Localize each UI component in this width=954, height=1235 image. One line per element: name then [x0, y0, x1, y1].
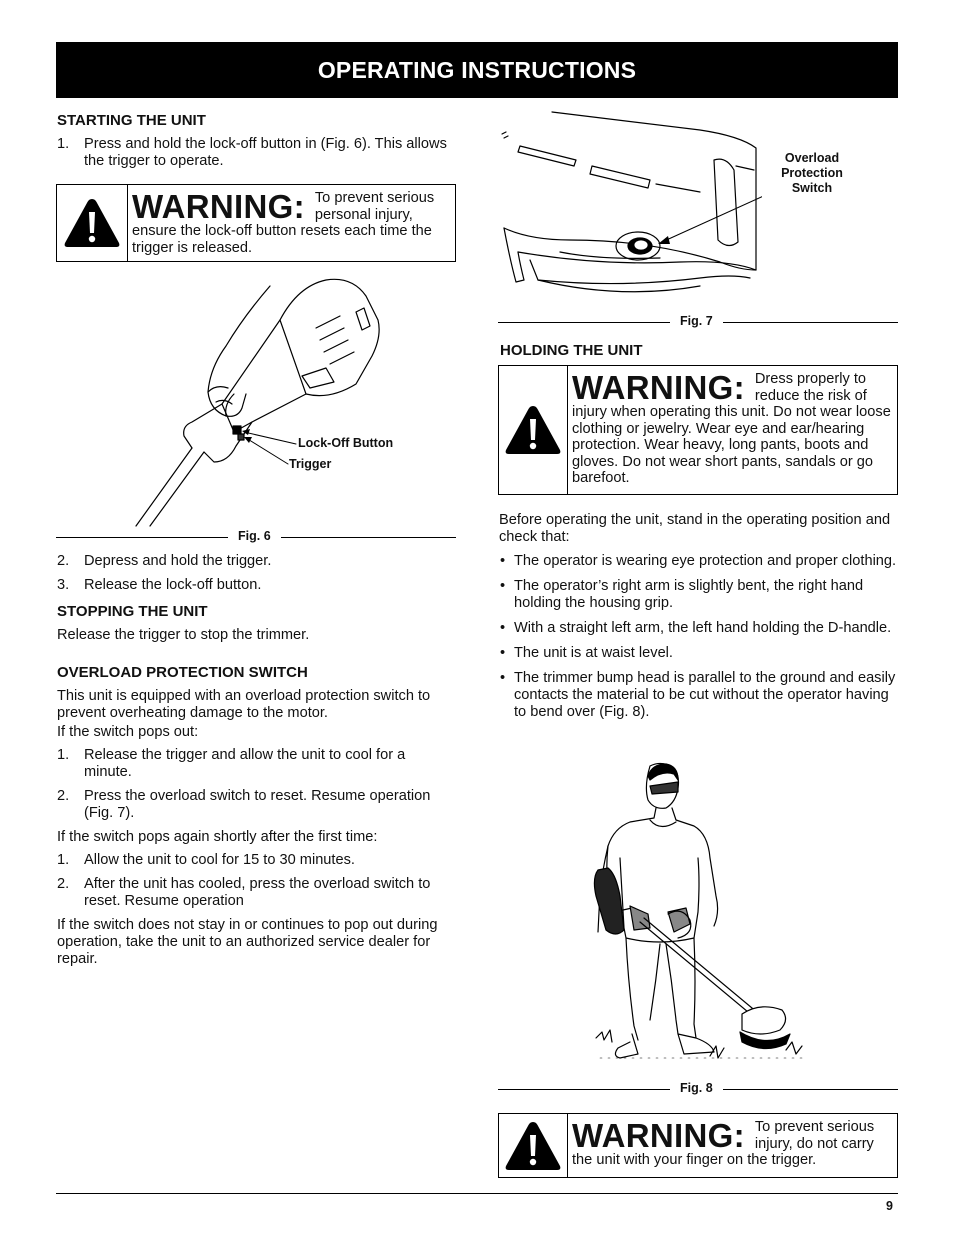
page-number: 9: [886, 1199, 893, 1213]
list-item: [57, 136, 457, 170]
overload-heading: OVERLOAD PROTECTION SWITCH: [57, 664, 308, 681]
holding-intro: Before operating the unit, stand in the operating position and check that:: [499, 512, 891, 545]
warning-label: WARNING:: [132, 188, 305, 225]
starting-steps: [57, 136, 457, 170]
bullet-text: The unit is at waist level.: [514, 645, 673, 661]
bullet-text: The trimmer bump head is parallel to the ground and easily contacts the material to be cut without the operator having to bend over (Fig. 8).: [514, 670, 896, 720]
list-item: [57, 553, 457, 570]
warning-icon-cell: [57, 185, 128, 261]
warning-text: Dress properly to reduce the risk of injury when operating this unit. Do not wear loose clothing or jewelry. Wear eye and ear/hearing protection. Wear heavy, long pants, boots and gloves. Do not wear short pants, sandals or go barefoot.: [572, 371, 891, 486]
list-item: [499, 553, 899, 570]
warning-icon-cell: [499, 366, 568, 494]
fig7-label: Fig. 7: [670, 314, 723, 328]
warning-triangle-icon: [503, 1119, 563, 1173]
warning-text-cell: [568, 1114, 897, 1177]
warning-box-dress: [498, 365, 898, 495]
step-text: Release the lock-off button.: [84, 577, 262, 593]
warning-text: To prevent serious injury, do not carry the unit with your finger on the trigger.: [572, 1119, 875, 1168]
holding-heading: HOLDING THE UNIT: [500, 342, 643, 359]
overload-steps-a: [57, 747, 457, 822]
list-item: [57, 852, 457, 869]
bullet-text: The operator is wearing eye protection and proper clothing.: [514, 553, 897, 569]
warning-text: To prevent serious personal injury, ensure the lock-off button resets each time the trigger is released.: [132, 190, 435, 256]
step-number: 2.: [57, 788, 70, 804]
list-item: [499, 620, 899, 637]
footer-rule: [56, 1193, 898, 1194]
bullet: •: [500, 620, 506, 636]
list-item: [57, 747, 457, 781]
callout-overload-switch: Overload Protection Switch: [781, 151, 843, 195]
starting-steps-continued: [57, 553, 457, 594]
section-banner: [56, 42, 898, 98]
step-number: 3.: [57, 577, 70, 593]
fig7-overload-switch-illustration: [500, 110, 762, 310]
step-number: 1.: [57, 747, 70, 763]
list-item: [57, 577, 457, 594]
step-text: Press and hold the lock-off button in (Fig. 6). This allows the trigger to operate.: [84, 136, 447, 169]
list-item: [57, 788, 457, 822]
fig6-trigger-illustration: [130, 276, 390, 528]
left-column: [57, 110, 457, 170]
step-text: After the unit has cooled, press the overload switch to reset. Resume operation: [84, 876, 431, 909]
holding-checklist: [499, 553, 899, 721]
step-number: 1.: [57, 136, 70, 152]
left-column-continued: [57, 553, 457, 968]
list-item: [499, 578, 899, 612]
list-item: [57, 876, 457, 910]
warning-box-carry: [498, 1113, 898, 1178]
warning-box-lockoff: [56, 184, 456, 262]
overload-if-pops: If the switch pops out:: [57, 724, 199, 740]
bullet-text: With a straight left arm, the left hand holding the D-handle.: [514, 620, 892, 636]
list-item: [499, 645, 899, 662]
bullet: •: [500, 578, 506, 594]
warning-text-cell: [568, 366, 897, 494]
stopping-heading: STOPPING THE UNIT: [57, 603, 208, 620]
warning-triangle-icon: [62, 196, 122, 250]
stopping-text: Release the trigger to stop the trimmer.: [57, 627, 310, 643]
step-text: Depress and hold the trigger.: [84, 553, 272, 569]
step-number: 1.: [57, 852, 70, 868]
starting-heading: STARTING THE UNIT: [57, 112, 206, 129]
fig8-operator-illustration: [590, 762, 810, 1068]
warning-label: WARNING:: [572, 1117, 745, 1154]
overload-steps-b: [57, 852, 457, 910]
overload-if-again: If the switch pops again shortly after the first time:: [57, 829, 378, 845]
fig8-label: Fig. 8: [670, 1081, 723, 1095]
right-column-text: [499, 512, 899, 729]
bullet-text: The operator’s right arm is slightly bent, the right hand holding the housing grip.: [514, 578, 864, 611]
fig6-label: Fig. 6: [228, 529, 281, 543]
step-text: Press the overload switch to reset. Resume operation (Fig. 7).: [84, 788, 431, 821]
bullet: •: [500, 645, 506, 661]
step-number: 2.: [57, 876, 70, 892]
warning-triangle-icon: [503, 403, 563, 457]
step-number: 2.: [57, 553, 70, 569]
step-text: Allow the unit to cool for 15 to 30 minutes.: [84, 852, 355, 868]
callout-trigger: Trigger: [289, 457, 332, 471]
warning-icon-cell: [499, 1114, 568, 1177]
overload-intro: This unit is equipped with an overload protection switch to prevent overheating damage to the motor.: [57, 688, 431, 721]
warning-text-cell: [128, 185, 455, 261]
overload-closing: If the switch does not stay in or continues to pop out during operation, take the unit to an authorized service dealer for repair.: [57, 917, 438, 967]
step-text: Release the trigger and allow the unit to cool for a minute.: [84, 747, 406, 780]
page-title: OPERATING INSTRUCTIONS: [317, 56, 637, 83]
warning-label: WARNING:: [572, 369, 745, 406]
list-item: [499, 670, 899, 721]
bullet: •: [500, 553, 506, 569]
callout-lockoff-button: Lock-Off Button: [298, 436, 394, 450]
bullet: •: [500, 670, 506, 686]
